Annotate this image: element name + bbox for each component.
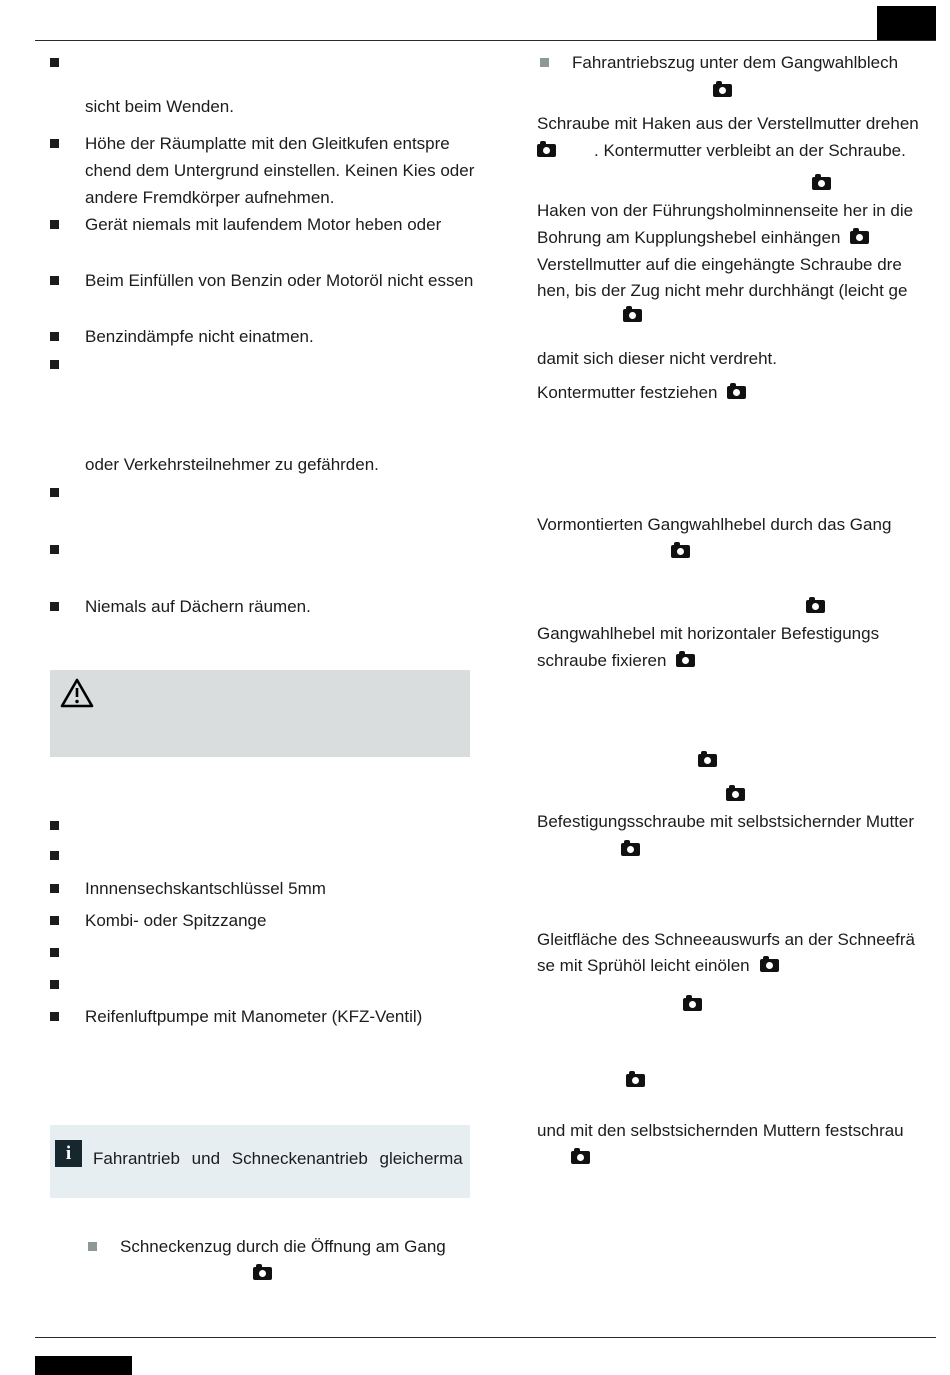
bullet-icon	[50, 980, 59, 989]
list-item	[50, 594, 311, 620]
camera-icon	[621, 843, 640, 856]
paragraph-line	[537, 380, 746, 406]
figure-ref-line	[626, 1068, 645, 1094]
list-item-text: Schneckenzug durch die Öffnung am Gang	[120, 1237, 446, 1256]
bullet-icon	[50, 276, 59, 285]
figure-ref-line	[726, 782, 745, 808]
list-item	[50, 268, 473, 294]
camera-icon	[623, 309, 642, 322]
bullet-icon	[540, 58, 549, 67]
camera-icon	[537, 144, 556, 157]
list-item	[540, 50, 898, 76]
paragraph-line	[537, 225, 869, 251]
paragraph-text: schraube fixieren	[537, 651, 667, 670]
camera-icon	[713, 84, 732, 97]
list-item	[50, 537, 85, 563]
list-item	[50, 843, 85, 869]
paragraph-text: . Kontermutter verbleibt an der Schraube.	[594, 141, 906, 160]
paragraph-line	[537, 648, 695, 674]
paragraph-line	[537, 953, 779, 979]
paragraph-text: Kontermutter festziehen	[537, 383, 718, 402]
camera-icon	[571, 1151, 590, 1164]
bullet-icon	[50, 488, 59, 497]
list-item-text: Niemals auf Dächern räumen.	[85, 597, 311, 616]
paragraph-line: Haken von der Führungsholminnenseite her in die	[537, 201, 914, 220]
figure-ref-line	[812, 171, 831, 197]
list-item-text: Gerät niemals mit laufendem Motor heben oder	[85, 215, 442, 234]
figure-ref-line	[806, 594, 825, 620]
bullet-icon	[50, 139, 59, 148]
paragraph-line: sicht beim Wenden.	[85, 97, 234, 116]
info-icon: i	[55, 1140, 82, 1167]
camera-icon	[698, 754, 717, 767]
list-item	[50, 813, 85, 839]
paragraph-line: oder Verkehrsteilnehmer zu gefährden.	[85, 455, 379, 474]
list-item	[50, 480, 85, 506]
corner-language-tab	[877, 6, 936, 40]
list-item-text: Reifenluftpumpe mit Manometer (KFZ-Ventil)	[85, 1007, 423, 1026]
bullet-icon	[50, 884, 59, 893]
list-item-text: Benzindämpfe nicht einatmen.	[85, 327, 314, 346]
bullet-icon	[50, 821, 59, 830]
paragraph-line: Befestigungsschraube mit selbstsichernder Mutter	[537, 812, 915, 831]
bullet-icon	[88, 1242, 97, 1251]
list-item-text: Kombi- oder Spitzzange	[85, 911, 267, 930]
camera-icon	[683, 998, 702, 1011]
paragraph-line: und mit den selbstsichernden Muttern festschrau	[537, 1121, 904, 1140]
figure-ref-line	[621, 837, 640, 863]
camera-icon	[727, 386, 746, 399]
camera-icon	[812, 177, 831, 190]
bullet-icon	[50, 545, 59, 554]
bullet-icon	[50, 851, 59, 860]
list-item	[50, 908, 266, 934]
footer-corner-tab	[35, 1356, 132, 1375]
list-item	[50, 972, 85, 998]
list-item-text: Fahrantriebszug unter dem Gangwahlblech	[572, 53, 899, 72]
paragraph-line: Vormontierten Gangwahlhebel durch das Gang	[537, 515, 892, 534]
camera-icon	[726, 788, 745, 801]
list-item	[50, 1004, 422, 1030]
figure-ref-line	[713, 78, 732, 104]
camera-icon	[760, 959, 779, 972]
bullet-icon	[50, 1012, 59, 1021]
bullet-icon	[50, 360, 59, 369]
list-item-text: Beim Einfüllen von Benzin oder Motoröl nicht essen	[85, 271, 474, 290]
paragraph-text: Bohrung am Kupplungshebel einhängen	[537, 228, 841, 247]
warning-box	[50, 670, 470, 757]
bullet-icon	[50, 602, 59, 611]
bullet-icon	[50, 58, 59, 67]
list-item	[50, 876, 326, 902]
bullet-icon	[50, 916, 59, 925]
paragraph-line: damit sich dieser nicht verdreht.	[537, 349, 777, 368]
camera-icon	[676, 654, 695, 667]
camera-icon	[850, 231, 869, 244]
paragraph-line: Verstellmutter auf die eingehängte Schraube dre	[537, 255, 902, 274]
info-box	[50, 1125, 470, 1198]
figure-ref-line	[698, 748, 717, 774]
bullet-icon	[50, 220, 59, 229]
list-item	[50, 940, 85, 966]
figure-ref-line	[571, 1145, 590, 1171]
list-item	[88, 1234, 446, 1260]
paragraph-line	[537, 138, 906, 164]
bullet-icon	[50, 332, 59, 341]
paragraph-text: se mit Sprühöl leicht einölen	[537, 956, 750, 975]
paragraph-line: Gleitfläche des Schneeauswurfs an der Schneefrä	[537, 930, 916, 949]
camera-icon	[806, 600, 825, 613]
paragraph-line: Schraube mit Haken aus der Verstellmutter drehen	[537, 114, 919, 133]
camera-icon	[253, 1267, 272, 1280]
paragraph-line: andere Fremdkörper aufnehmen.	[85, 188, 335, 207]
list-item-text: Höhe der Räumplatte mit den Gleitkufen entspre	[85, 134, 450, 153]
bullet-icon	[50, 948, 59, 957]
list-item	[50, 50, 85, 76]
list-item-text: Innnensechskantschlüssel 5mm	[85, 879, 326, 898]
info-box-text: Fahrantrieb und Schneckenantrieb gleicherma	[93, 1149, 463, 1168]
camera-icon	[671, 545, 690, 558]
figure-ref-line	[671, 539, 690, 565]
paragraph-line: chend dem Untergrund einstellen. Keinen Kies oder	[85, 161, 475, 180]
paragraph-line: Gangwahlhebel mit horizontaler Befestigungs	[537, 624, 880, 643]
list-item	[50, 352, 85, 378]
list-item	[50, 324, 314, 350]
list-item	[50, 131, 450, 157]
figure-ref-line	[683, 992, 702, 1018]
figure-ref-line	[623, 303, 642, 329]
camera-icon	[626, 1074, 645, 1087]
figure-ref-line	[253, 1261, 272, 1287]
warning-triangle-icon	[60, 678, 94, 713]
header-rule	[35, 40, 936, 41]
list-item	[50, 212, 441, 238]
paragraph-line: hen, bis der Zug nicht mehr durchhängt (leicht ge	[537, 281, 908, 300]
footer-rule	[35, 1337, 936, 1338]
